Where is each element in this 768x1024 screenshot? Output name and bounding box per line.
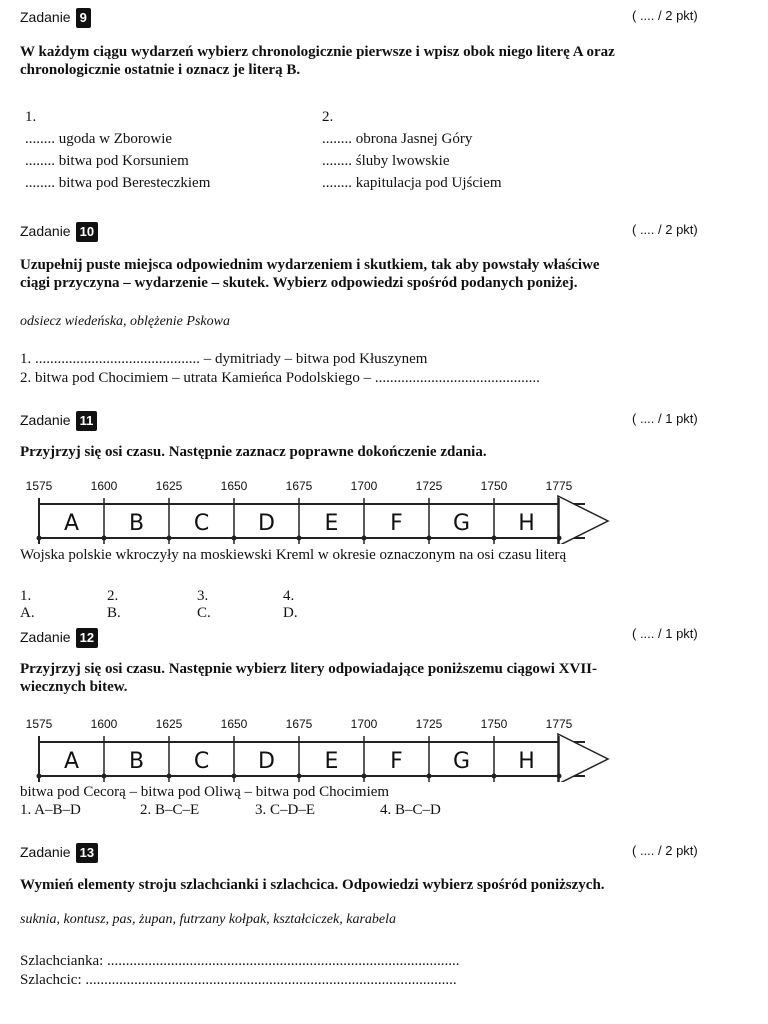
task-12-question: Przyjrzyj się osi czasu. Następnie wybierz litery odpowiadające poniższemu ciągowi XVII-wiecznych bitew.	[20, 661, 597, 695]
task-9-col2	[322, 106, 502, 194]
task-number-badge: 10	[76, 222, 98, 242]
timeline-period-letter: B	[128, 511, 145, 536]
timeline-tick-label: 1750	[480, 479, 508, 493]
timeline-dot	[557, 774, 562, 779]
task-12-sentence: bitwa pod Cecorą – bitwa pod Oliwą – bitwa pod Chocimiem	[20, 784, 390, 800]
timeline-period-letter: C	[193, 749, 210, 774]
task-13-lines	[20, 952, 460, 990]
timeline-dot	[427, 536, 432, 541]
timeline-tick-label: 1575	[25, 717, 53, 731]
task-number-badge: 12	[76, 628, 98, 648]
timeline-tick-label: 1675	[285, 717, 313, 731]
timeline-period-letter: A	[63, 511, 80, 536]
task-13-points: ( .... / 2 pkt)	[632, 843, 698, 858]
timeline-period-letter: H	[518, 511, 535, 536]
timeline-tick-label: 1750	[480, 717, 508, 731]
task-9-header	[20, 8, 91, 28]
col1-header: 1.	[25, 109, 37, 125]
timeline-period-letter: A	[63, 749, 80, 774]
task-11-question: Przyjrzyj się osi czasu. Następnie zaznacz poprawne dokończenie zdania.	[20, 444, 487, 460]
timeline-period-letter: H	[518, 749, 535, 774]
answer-line[interactable]: Szlachcic: ...................................................................................................	[20, 972, 457, 988]
timeline-dot	[37, 536, 42, 541]
timeline-period-letter: F	[390, 511, 403, 536]
task-10-lines	[20, 350, 540, 388]
timeline-dot	[362, 536, 367, 541]
answer-option[interactable]: 2. B.	[107, 588, 121, 621]
timeline-dot	[492, 774, 497, 779]
task-10-points: ( .... / 2 pkt)	[632, 222, 698, 237]
task-label: Zadanie	[20, 9, 71, 25]
task-13-header	[20, 843, 98, 863]
answer-option[interactable]: 1. A–B–D	[20, 802, 81, 818]
col1-item: ........ bitwa pod Korsuniem	[25, 153, 189, 169]
task-12-header	[20, 628, 98, 648]
timeline-tick-label: 1625	[155, 479, 183, 493]
answer-option[interactable]: 2. B–C–E	[140, 802, 200, 818]
timeline-dot	[102, 536, 107, 541]
task-label: Zadanie	[20, 844, 71, 860]
timeline-period-letter: F	[390, 749, 403, 774]
answer-option[interactable]: 4. B–C–D	[380, 802, 441, 818]
timeline-dot	[37, 774, 42, 779]
timeline-period-letter: D	[258, 749, 275, 774]
timeline-dot	[167, 536, 172, 541]
timeline-tick-label: 1700	[350, 717, 378, 731]
answer-line: 2. bitwa pod Chocimiem – utrata Kamieńca Podolskiego – ............................................	[20, 370, 540, 386]
timeline-dot	[102, 774, 107, 779]
col2-header: 2.	[322, 109, 334, 125]
task-11-header	[20, 411, 97, 431]
task-13-question: Wymień elementy stroju szlachcianki i szlachcica. Odpowiedzi wybierz spośród poniższych.	[20, 877, 605, 893]
timeline-dot	[232, 536, 237, 541]
task-9-question: W każdym ciągu wydarzeń wybierz chronologicznie pierwsze i wpisz obok niego literę A oraz chronologicznie ostatnie i oznacz je literą B.	[20, 44, 615, 78]
timeline-tick-label: 1675	[285, 479, 313, 493]
answer-option[interactable]: 1. A.	[20, 588, 35, 621]
task-label: Zadanie	[20, 412, 71, 428]
task-10-header	[20, 222, 98, 242]
timeline-tick-label: 1575	[25, 479, 53, 493]
timeline-1	[18, 474, 618, 544]
task-number-badge: 13	[76, 843, 98, 863]
timeline-dot	[427, 774, 432, 779]
timeline-dot	[362, 774, 367, 779]
timeline-period-letter: E	[324, 749, 339, 774]
answer-option[interactable]: 4. D.	[283, 588, 298, 621]
timeline-tick-label: 1725	[415, 479, 443, 493]
timeline-dot	[297, 536, 302, 541]
task-12-points: ( .... / 1 pkt)	[632, 626, 698, 641]
task-number-badge: 9	[76, 8, 91, 28]
task-9-col1	[25, 106, 210, 194]
timeline-period-letter: G	[452, 511, 471, 536]
task-10-question: Uzupełnij puste miejsca odpowiednim wydarzeniem i skutkiem, tak aby powstały właściwe ciągi przyczyna – wydarzenie – skutek. Wybierz odpowiedzi spośród podanych poniżej.	[20, 257, 600, 291]
timeline-dot	[492, 536, 497, 541]
answer-option[interactable]: 3. C.	[197, 588, 211, 621]
task-label: Zadanie	[20, 223, 71, 239]
timeline-dot	[167, 774, 172, 779]
timeline-tick-label: 1725	[415, 717, 443, 731]
task-label: Zadanie	[20, 629, 71, 645]
timeline-tick-label: 1625	[155, 717, 183, 731]
timeline-dot	[297, 774, 302, 779]
col2-item: ........ śluby lwowskie	[322, 153, 450, 169]
col1-item: ........ ugoda w Zborowie	[25, 131, 173, 147]
timeline-tick-label: 1700	[350, 479, 378, 493]
col1-item: ........ bitwa pod Beresteczkiem	[25, 175, 211, 191]
timeline-dot	[232, 774, 237, 779]
timeline-tick-label: 1775	[545, 717, 573, 731]
timeline-tick-label: 1600	[90, 717, 118, 731]
task-9-points: ( .... / 2 pkt)	[632, 8, 698, 23]
timeline-period-letter: D	[258, 511, 275, 536]
timeline-dot	[557, 536, 562, 541]
timeline-tick-label: 1600	[90, 479, 118, 493]
answer-line: 1. ............................................ – dymitriady – bitwa pod Kłuszynem	[20, 351, 428, 367]
col2-item: ........ obrona Jasnej Góry	[322, 131, 473, 147]
task-10-options: odsiecz wiedeńska, oblężenie Pskowa	[20, 314, 230, 329]
timeline-period-letter: C	[193, 511, 210, 536]
answer-option[interactable]: 3. C–D–E	[255, 802, 315, 818]
answer-line[interactable]: Szlachcianka: ..............................................................................................	[20, 953, 460, 969]
timeline-period-letter: E	[324, 511, 339, 536]
timeline-period-letter: G	[452, 749, 471, 774]
task-11-sentence: Wojska polskie wkroczyły na moskiewski Kreml w okresie oznaczonym na osi czasu literą	[20, 547, 567, 563]
timeline-2	[18, 712, 618, 782]
timeline-tick-label: 1650	[220, 479, 248, 493]
timeline-tick-label: 1775	[545, 479, 573, 493]
timeline-tick-label: 1650	[220, 717, 248, 731]
task-number-badge: 11	[76, 411, 98, 431]
timeline-period-letter: B	[128, 749, 145, 774]
task-11-points: ( .... / 1 pkt)	[632, 411, 698, 426]
task-13-options: suknia, kontusz, pas, żupan, futrzany kołpak, kształciczek, karabela	[20, 912, 397, 927]
col2-item: ........ kapitulacja pod Ujściem	[322, 175, 502, 191]
